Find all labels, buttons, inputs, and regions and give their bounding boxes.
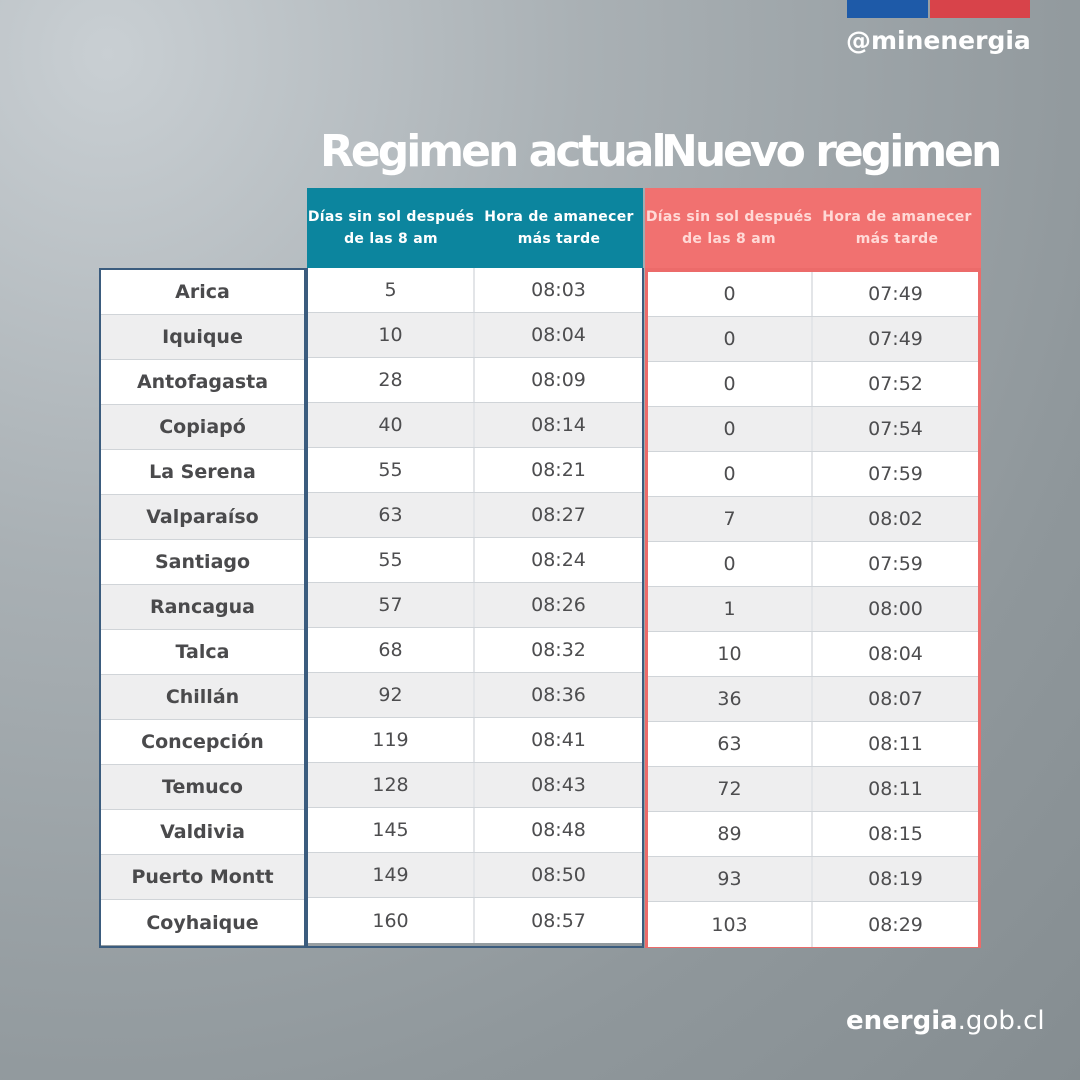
city-name: Antofagasta [136,371,269,393]
table-row [308,448,642,493]
table-row [308,403,642,448]
table-row [101,540,304,585]
hora-amanecer-nuevo: 08:19 [868,868,923,890]
heading-nuevo-regimen: Nuevo regimen [661,126,1000,177]
city-name: Iquique [162,326,243,348]
city-name: La Serena [149,461,256,483]
table-row [308,628,642,673]
city-name: Copiapó [159,416,246,438]
city-name: Santiago [154,551,251,573]
city-name: Rancagua [149,596,255,618]
table-row [648,677,978,722]
table-row [101,855,304,900]
hora-amanecer-actual: 08:04 [531,324,586,346]
dias-sin-sol-actual: 5 [308,268,475,312]
flag-red-band [930,0,1030,18]
table-row [101,765,304,810]
table-row [308,493,642,538]
table-row [308,538,642,583]
table-row [101,630,304,675]
hora-amanecer-nuevo: 07:52 [868,373,923,395]
city-name: Talca [175,641,230,663]
hora-amanecer-actual: 08:24 [531,549,586,571]
hora-amanecer-actual: 08:26 [531,594,586,616]
hora-amanecer-nuevo: 08:29 [868,913,923,936]
footer-website: energia.gob.cl [846,1006,1045,1036]
city-name: Valdivia [160,821,245,843]
dias-sin-sol-nuevo: 89 [648,812,813,856]
hora-amanecer-actual: 08:50 [531,864,586,886]
hora-amanecer-actual: 08:03 [531,279,586,301]
hora-amanecer-nuevo: 07:59 [868,553,923,575]
table-row [101,720,304,765]
dias-sin-sol-nuevo: 0 [648,542,813,586]
hora-amanecer-nuevo: 07:49 [868,283,923,305]
table-row [648,362,978,407]
column-header-hora-actual: Hora de amanecer más tarde [484,209,634,247]
table-row [101,495,304,540]
hora-amanecer-nuevo: 08:02 [868,508,923,530]
dias-sin-sol-actual: 10 [308,313,475,357]
header-nuevo-regimen [645,188,981,268]
table-row [648,812,978,857]
table-row [308,583,642,628]
table-row [648,272,978,317]
regimen-actual-table [306,268,644,948]
table-row [101,405,304,450]
hora-amanecer-nuevo: 08:11 [868,733,923,755]
table-row [648,722,978,767]
hora-amanecer-nuevo: 08:15 [868,823,923,845]
table-row [648,497,978,542]
table-row [648,902,978,947]
table-row [308,268,642,313]
dias-sin-sol-actual: 149 [308,853,475,897]
social-handle: @minenergia [846,26,1031,55]
table-row [308,358,642,403]
table-row [648,857,978,902]
dias-sin-sol-actual: 160 [308,898,475,943]
table-row [648,317,978,362]
table-row [101,360,304,405]
heading-regimen-actual: Regimen actual [320,126,664,177]
dias-sin-sol-nuevo: 0 [648,317,813,361]
hora-amanecer-actual: 08:21 [531,459,586,481]
table-row [648,587,978,632]
hora-amanecer-actual: 08:14 [531,414,586,436]
city-column [99,268,306,948]
table-row [308,673,642,718]
city-name: Concepción [141,731,264,753]
city-name: Chillán [165,686,240,708]
table-row [648,632,978,677]
hora-amanecer-nuevo: 07:59 [868,463,923,485]
dias-sin-sol-nuevo: 0 [648,407,813,451]
hora-amanecer-actual: 08:09 [531,369,586,391]
table-row [101,900,304,945]
flag-blue-band [847,0,928,18]
table-row [648,542,978,587]
dias-sin-sol-actual: 68 [308,628,475,672]
table-row [101,270,304,315]
table-row [648,407,978,452]
hora-amanecer-actual: 08:41 [531,729,586,751]
table-row [101,675,304,720]
hora-amanecer-nuevo: 07:54 [868,418,923,440]
dias-sin-sol-nuevo: 103 [648,902,813,947]
hora-amanecer-actual: 08:27 [531,504,586,526]
city-name: Temuco [162,776,243,798]
dias-sin-sol-nuevo: 0 [648,452,813,496]
header-regimen-actual [307,188,643,268]
dias-sin-sol-actual: 119 [308,718,475,762]
hora-amanecer-actual: 08:57 [531,909,586,932]
hora-amanecer-nuevo: 08:00 [868,598,923,620]
nuevo-regimen-table [645,268,981,948]
hora-amanecer-actual: 08:48 [531,819,586,841]
table-row [648,767,978,812]
dias-sin-sol-nuevo: 93 [648,857,813,901]
city-name: Valparaíso [146,506,259,528]
table-row [308,853,642,898]
dias-sin-sol-actual: 145 [308,808,475,852]
table-row [308,718,642,763]
dias-sin-sol-actual: 63 [308,493,475,537]
dias-sin-sol-actual: 40 [308,403,475,447]
hora-amanecer-nuevo: 08:11 [868,778,923,800]
table-row [308,763,642,808]
table-row [101,450,304,495]
dias-sin-sol-nuevo: 63 [648,722,813,766]
dias-sin-sol-nuevo: 10 [648,632,813,676]
dias-sin-sol-nuevo: 7 [648,497,813,541]
dias-sin-sol-actual: 92 [308,673,475,717]
column-header-dias-actual: Días sin sol después de las 8 am [307,209,475,247]
city-name: Coyhaique [146,911,259,934]
table-row [308,898,642,943]
table-row [308,808,642,853]
city-name: Arica [175,281,230,303]
hora-amanecer-actual: 08:36 [531,684,586,706]
city-name: Puerto Montt [131,866,274,888]
hora-amanecer-nuevo: 07:49 [868,328,923,350]
dias-sin-sol-actual: 128 [308,763,475,807]
hora-amanecer-nuevo: 08:07 [868,688,923,710]
hora-amanecer-actual: 08:43 [531,774,586,796]
dias-sin-sol-actual: 28 [308,358,475,402]
table-row [101,315,304,360]
dias-sin-sol-actual: 55 [308,448,475,492]
dias-sin-sol-actual: 57 [308,583,475,627]
dias-sin-sol-nuevo: 1 [648,587,813,631]
dias-sin-sol-nuevo: 36 [648,677,813,721]
chile-flag-stripe [847,0,1030,18]
hora-amanecer-nuevo: 08:04 [868,643,923,665]
table-row [101,810,304,855]
dias-sin-sol-nuevo: 0 [648,362,813,406]
table-row [648,452,978,497]
column-header-hora-nuevo: Hora de amanecer más tarde [822,209,972,247]
table-row [101,585,304,630]
column-header-dias-nuevo: Días sin sol después de las 8 am [645,209,813,247]
hora-amanecer-actual: 08:32 [531,639,586,661]
table-row [308,313,642,358]
dias-sin-sol-actual: 55 [308,538,475,582]
dias-sin-sol-nuevo: 0 [648,272,813,316]
dias-sin-sol-nuevo: 72 [648,767,813,811]
